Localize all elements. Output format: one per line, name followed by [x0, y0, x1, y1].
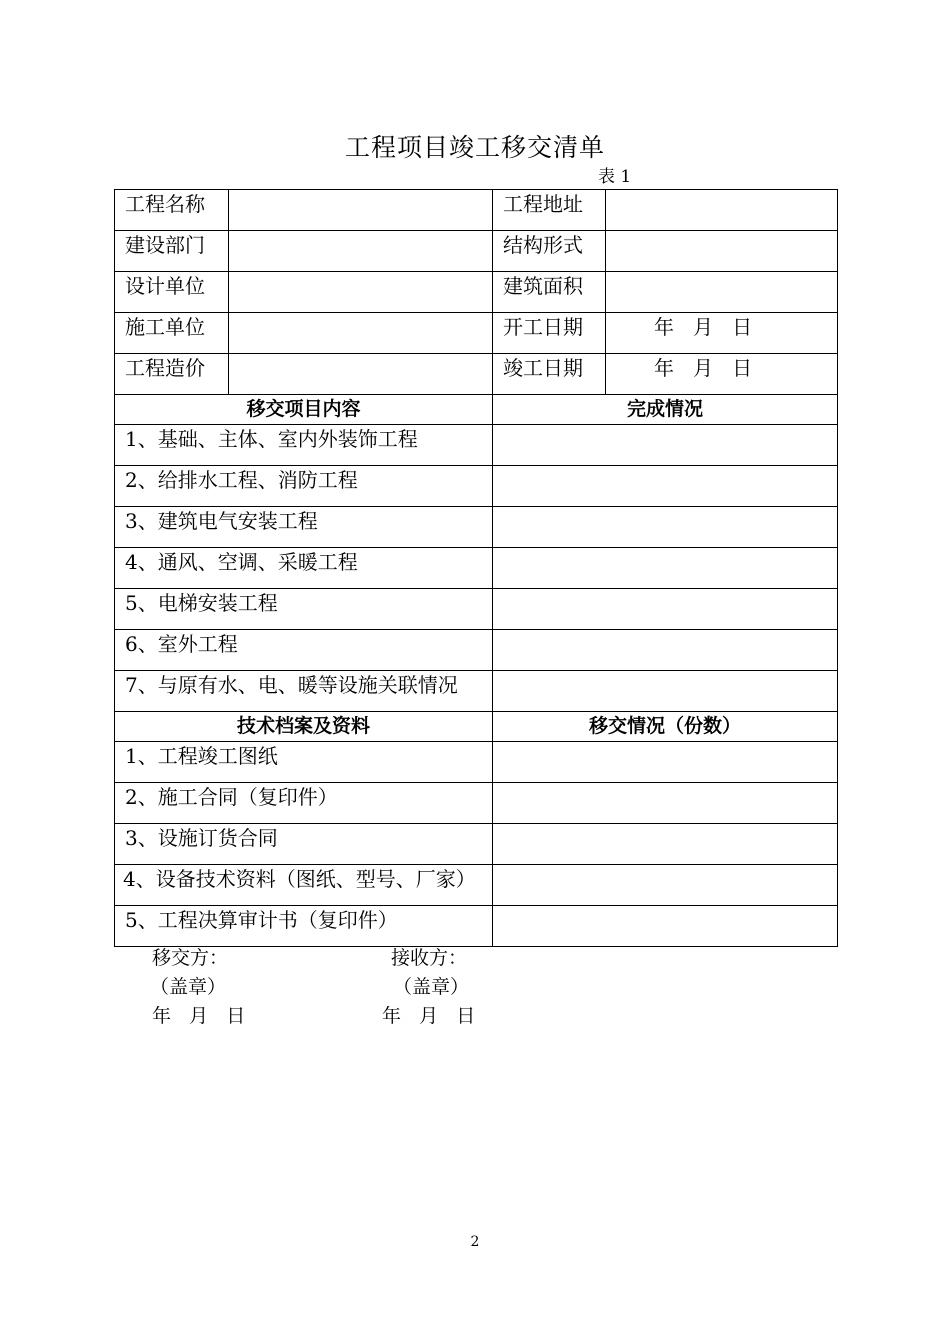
completion-date-value[interactable]: 年 月 日 — [606, 354, 838, 395]
document-row — [115, 906, 838, 947]
handover-table — [114, 189, 838, 947]
handover-header-left: 移交项目内容 — [115, 395, 493, 425]
info-label: 工程造价 — [115, 354, 229, 395]
documents-header-right: 移交情况（份数） — [493, 712, 838, 742]
giver-seal: （盖章） — [150, 976, 227, 998]
info-label: 建筑面积 — [493, 272, 606, 313]
handover-count-cell[interactable] — [493, 906, 838, 947]
completion-status-cell[interactable] — [493, 425, 838, 466]
handover-count-cell[interactable] — [493, 865, 838, 906]
document-row — [115, 783, 838, 824]
info-value[interactable] — [606, 231, 838, 272]
document-item: 1、工程竣工图纸 — [115, 742, 493, 783]
giver-label: 移交方： — [152, 947, 229, 969]
handover-row — [115, 630, 838, 671]
info-label: 开工日期 — [493, 313, 606, 354]
document-item: 5、工程决算审计书（复印件） — [115, 906, 493, 947]
info-label: 设计单位 — [115, 272, 229, 313]
info-value[interactable] — [229, 272, 493, 313]
info-row — [115, 231, 838, 272]
document-row — [115, 824, 838, 865]
documents-header-left: 技术档案及资料 — [115, 712, 493, 742]
document-item: 4、设备技术资料（图纸、型号、厂家） — [115, 865, 493, 906]
completion-status-cell[interactable] — [493, 507, 838, 548]
document-title: 工程项目竣工移交清单 — [344, 133, 605, 162]
handover-row — [115, 548, 838, 589]
handover-item: 4、通风、空调、采暖工程 — [115, 548, 493, 589]
handover-row — [115, 507, 838, 548]
completion-status-cell[interactable] — [493, 589, 838, 630]
handover-row — [115, 425, 838, 466]
handover-row — [115, 671, 838, 712]
receiver-seal: （盖章） — [393, 976, 470, 998]
info-label: 建设部门 — [115, 231, 229, 272]
completion-status-cell[interactable] — [493, 630, 838, 671]
handover-item: 5、电梯安装工程 — [115, 589, 493, 630]
completion-status-cell[interactable] — [493, 548, 838, 589]
info-value[interactable] — [229, 190, 493, 231]
handover-item: 3、建筑电气安装工程 — [115, 507, 493, 548]
handover-row — [115, 589, 838, 630]
handover-row — [115, 466, 838, 507]
info-label: 结构形式 — [493, 231, 606, 272]
handover-header-right: 完成情况 — [493, 395, 838, 425]
handover-item: 2、给排水工程、消防工程 — [115, 466, 493, 507]
handover-header-row — [115, 395, 838, 425]
info-label: 工程名称 — [115, 190, 229, 231]
document-row — [115, 742, 838, 783]
completion-status-cell[interactable] — [493, 466, 838, 507]
info-label: 施工单位 — [115, 313, 229, 354]
documents-header-row — [115, 712, 838, 742]
handover-item: 6、室外工程 — [115, 630, 493, 671]
start-date-value[interactable]: 年 月 日 — [606, 313, 838, 354]
info-label: 工程地址 — [493, 190, 606, 231]
document-item: 3、设施订货合同 — [115, 824, 493, 865]
handover-count-cell[interactable] — [493, 824, 838, 865]
info-label: 竣工日期 — [493, 354, 606, 395]
handover-count-cell[interactable] — [493, 783, 838, 824]
info-row — [115, 313, 838, 354]
completion-status-cell[interactable] — [493, 671, 838, 712]
document-item: 2、施工合同（复印件） — [115, 783, 493, 824]
info-value[interactable] — [229, 231, 493, 272]
info-value[interactable] — [606, 272, 838, 313]
info-value[interactable] — [229, 313, 493, 354]
page-number: 2 — [470, 1234, 480, 1250]
document-row — [115, 865, 838, 906]
table-number: 表 1 — [598, 167, 632, 187]
info-row — [115, 354, 838, 395]
info-value[interactable] — [606, 190, 838, 231]
receiver-label: 接收方： — [391, 947, 468, 969]
giver-date: 年 月 日 — [152, 1005, 246, 1027]
handover-count-cell[interactable] — [493, 742, 838, 783]
info-row — [115, 190, 838, 231]
handover-item: 1、基础、主体、室内外装饰工程 — [115, 425, 493, 466]
info-value[interactable] — [229, 354, 493, 395]
receiver-date: 年 月 日 — [382, 1005, 476, 1027]
handover-item: 7、与原有水、电、暖等设施关联情况 — [115, 671, 493, 712]
info-row — [115, 272, 838, 313]
